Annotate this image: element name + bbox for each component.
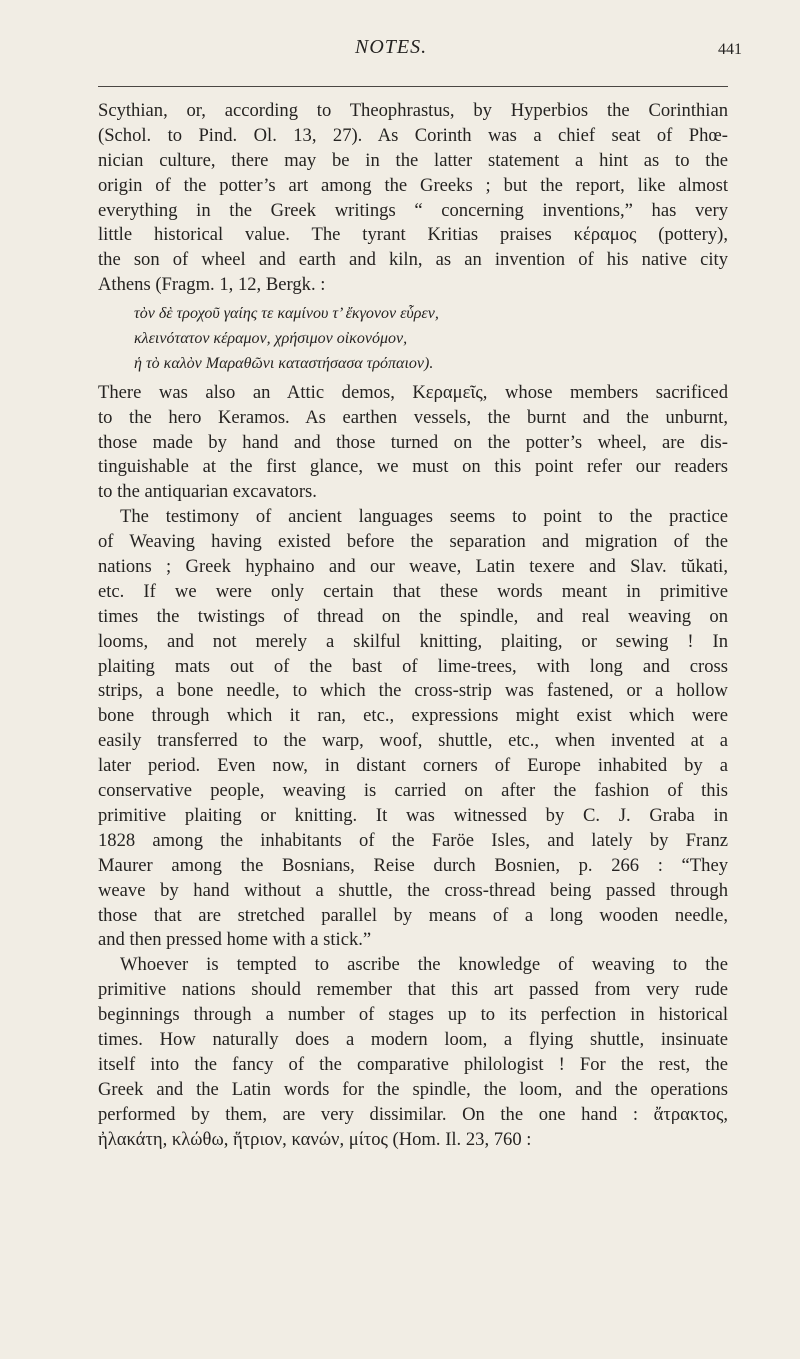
text-line: strips, a bone needle, to which the cross-strip was fastened, or a hollow xyxy=(98,680,728,702)
text-line: performed by them, are very dissimilar. On the one hand : ἄτρακτος, xyxy=(98,1103,728,1125)
text-line: Athens (Fragm. 1, 12, Bergk. : xyxy=(98,274,326,296)
text-line: little historical value. The tyrant Kritias praises κέραμος (pottery), xyxy=(98,224,728,246)
text-line: looms, and not merely a skilful knitting, plaiting, or sewing ! In xyxy=(98,630,728,652)
text-line: times. How naturally does a modern loom, a flying shuttle, insinuate xyxy=(98,1028,728,1050)
text-line: nician culture, there may be in the latter statement a hint as to the xyxy=(98,149,728,171)
text-line: primitive plaiting or knitting. It was witnessed by C. J. Graba in xyxy=(98,804,728,826)
text-line: etc. If we were only certain that these words meant in primitive xyxy=(98,580,728,602)
greek-verse-line: ἡ τὸ καλὸν Μαραθῶνι καταστήσασα τρόπαιον). xyxy=(134,354,434,372)
text-line: itself into the fancy of the comparative philologist ! For the rest, the xyxy=(98,1053,728,1075)
text-line: There was also an Attic demos, Κεραμεῖς, whose members sacrificed xyxy=(98,381,728,403)
text-line: origin of the potter’s art among the Greeks ; but the report, like almost xyxy=(98,174,728,196)
greek-verse-line: τὸν δὲ τροχοῦ γαίης τε καμίνου τ’ ἔκγονον εὗρεν, xyxy=(134,305,439,323)
text-line: later period. Even now, in distant corners of Europe inhabited by a xyxy=(98,755,728,777)
text-line: The testimony of ancient languages seems to point to the practice xyxy=(120,506,728,528)
text-line: to the antiquarian excavators. xyxy=(98,481,317,503)
text-line: ἠλακάτη, κλώθω, ἥτριον, κανών, μίτος (Hom. Il. 23, 760 : xyxy=(98,1128,532,1150)
text-line: primitive nations should remember that this art passed from very rude xyxy=(98,979,728,1001)
text-line: beginnings through a number of stages up to its perfection in historical xyxy=(98,1004,728,1026)
text-line: and then pressed home with a stick.” xyxy=(98,929,372,951)
text-line: those made by hand and those turned on the potter’s wheel, are dis- xyxy=(98,431,728,453)
text-line: (Schol. to Pind. Ol. 13, 27). As Corinth was a chief seat of Phœ- xyxy=(98,124,728,146)
text-line: everything in the Greek writings “ concerning inventions,” has very xyxy=(98,199,728,221)
running-head xyxy=(0,36,800,60)
page-number: 441 xyxy=(718,41,742,58)
text-line: 1828 among the inhabitants of the Faröe Isles, and lately by Franz xyxy=(98,829,728,851)
text-line: to the hero Keramos. As earthen vessels, the burnt and the unburnt, xyxy=(98,406,728,428)
header-rule xyxy=(98,86,728,87)
text-line: tinguishable at the first glance, we must on this point refer our readers xyxy=(98,456,728,478)
text-line: bone through which it ran, etc., expressions might exist which were xyxy=(98,705,728,727)
text-line: easily transferred to the warp, woof, shuttle, etc., when invented at a xyxy=(98,730,728,752)
text-line: the son of wheel and earth and kiln, as an invention of his native city xyxy=(98,249,728,271)
text-line: plaiting mats out of the bast of lime-trees, with long and cross xyxy=(98,655,728,677)
text-line: nations ; Greek hyphaino and our weave, Latin texere and Slav. tŭkati, xyxy=(98,556,728,578)
text-line: weave by hand without a shuttle, the cross-thread being passed through xyxy=(98,879,728,901)
greek-verse-line: κλεινότατον κέραμον, χρήσιμον οἰκονόμον, xyxy=(134,330,408,348)
notes-body xyxy=(98,99,728,1152)
text-line: Maurer among the Bosnians, Reise durch Bosnien, p. 266 : “They xyxy=(98,854,728,876)
text-line: of Weaving having existed before the separation and migration of the xyxy=(98,531,728,553)
text-line: Greek and the Latin words for the spindle, the loom, and the operations xyxy=(98,1078,728,1100)
running-title: NOTES. xyxy=(355,36,428,58)
text-line: conservative people, weaving is carried on after the fashion of this xyxy=(98,780,728,802)
text-line: times the twistings of thread on the spindle, and real weaving on xyxy=(98,605,728,627)
text-line: Scythian, or, according to Theophrastus, by Hyperbios the Corinthian xyxy=(98,100,728,121)
text-line: Whoever is tempted to ascribe the knowledge of weaving to the xyxy=(120,954,728,976)
text-line: those that are stretched parallel by means of a long wooden needle, xyxy=(98,904,728,926)
